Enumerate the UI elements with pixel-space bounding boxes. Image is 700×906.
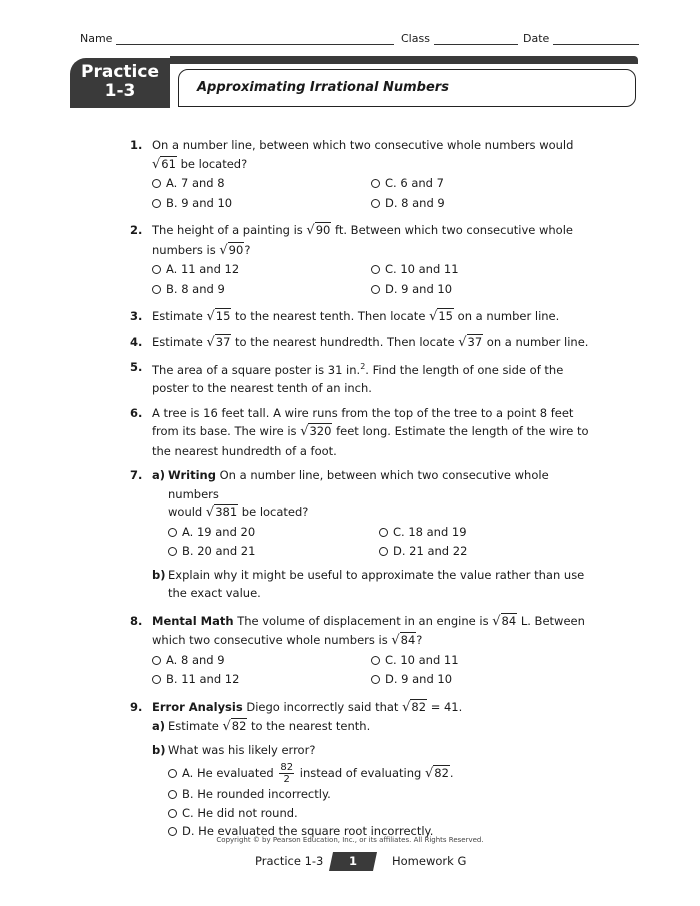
denominator: 2: [283, 774, 290, 786]
part-label: b): [152, 567, 166, 582]
question-text: On a number line, between which two consecutive whole numbers: [168, 468, 549, 501]
topic-label: Error Analysis: [152, 699, 243, 714]
question-text: feet long. Estimate the length of the wire to the nearest hundredth of a foot.: [152, 424, 589, 458]
sqrt-expression: √37: [206, 334, 231, 350]
question-text: Estimate: [152, 334, 203, 349]
sqrt-expression: √61: [152, 156, 176, 172]
choice-text: A. 19 and 20: [182, 524, 256, 539]
radicand: 15: [438, 309, 453, 323]
choice-text: C. 18 and 19: [393, 524, 467, 539]
choice-b[interactable]: [168, 542, 379, 561]
choice-text: A. 8 and 9: [166, 652, 225, 667]
radicand: 37: [215, 334, 231, 349]
class-field: [401, 32, 518, 45]
choice-text: C. 6 and 7: [385, 176, 444, 190]
practice-tab: [70, 58, 170, 108]
radio-icon[interactable]: [371, 265, 380, 274]
radicand: 82: [434, 766, 449, 781]
choice-b[interactable]: [168, 785, 590, 804]
radio-icon[interactable]: [168, 790, 177, 799]
sqrt-expression: √15: [429, 309, 453, 324]
sqrt-expression: √381: [205, 505, 238, 521]
question-9: [130, 698, 590, 841]
radicand: 37: [467, 334, 483, 349]
radio-icon[interactable]: [152, 675, 161, 684]
radicand: 84: [501, 613, 517, 628]
question-number: 2.: [130, 223, 143, 237]
radio-icon[interactable]: [168, 547, 177, 556]
choice-text: C. 10 and 11: [385, 652, 459, 667]
choice-text: .: [449, 766, 454, 781]
numerator: 82: [280, 762, 294, 774]
question-1: [130, 136, 590, 212]
radicand: 320: [309, 424, 332, 439]
choice-text: B. 11 and 12: [166, 672, 240, 687]
choice-a[interactable]: [152, 651, 371, 670]
choice-c[interactable]: [168, 804, 590, 823]
radio-icon[interactable]: [152, 656, 161, 665]
question-6: [130, 404, 590, 461]
radio-icon[interactable]: [379, 528, 388, 537]
question-4: [130, 333, 590, 353]
choice-text: D. 21 and 22: [393, 544, 468, 559]
choice-text: A. 11 and 12: [166, 262, 240, 276]
radio-icon[interactable]: [152, 179, 161, 188]
sqrt-expression: √90: [306, 223, 331, 238]
question-text: ft. Between which two consecutive whole: [335, 223, 573, 237]
question-text: to the nearest tenth. Then locate: [235, 309, 426, 323]
choices: [152, 651, 590, 689]
question-text: The height of a painting is: [152, 223, 303, 237]
question-2: [130, 221, 590, 298]
choice-text: C. He did not round.: [182, 805, 298, 820]
choice-text: B. 9 and 10: [166, 195, 233, 210]
choice-c[interactable]: [371, 260, 590, 279]
date-line[interactable]: [553, 32, 639, 45]
radio-icon[interactable]: [168, 528, 177, 537]
sqrt-expression: √320: [300, 424, 332, 440]
practice-label: Practice: [81, 62, 159, 82]
choice-text: B. 20 and 21: [182, 544, 256, 559]
question-text: = 41.: [430, 699, 463, 714]
radio-icon[interactable]: [371, 179, 380, 188]
question-text: ?: [416, 633, 423, 648]
choices: [168, 523, 590, 561]
part-b: [152, 566, 590, 603]
question-text: Explain why it might be useful to approximate the value rather than use the exact value.: [168, 567, 585, 601]
fraction: [279, 762, 294, 785]
choice-c[interactable]: [379, 523, 590, 542]
sqrt-expression: √82: [402, 699, 427, 715]
choices: [152, 174, 590, 212]
page-number-badge: [329, 852, 377, 871]
radicand: 90: [315, 223, 331, 237]
radio-icon[interactable]: [168, 769, 177, 778]
lesson-number: 1-3: [104, 81, 136, 101]
question-text: ?: [244, 242, 251, 257]
radio-icon[interactable]: [371, 656, 380, 665]
title-box: [178, 69, 636, 107]
choice-text: A. 7 and 8: [166, 176, 225, 190]
question-text: which two consecutive whole numbers is: [152, 633, 388, 648]
footer-homework-label: Homework G: [392, 854, 467, 868]
question-8: [130, 612, 590, 689]
question-7: [130, 466, 590, 603]
question-text: On a number line, between which two consecutive whole numbers would: [152, 138, 574, 152]
radicand: 82: [411, 699, 427, 714]
date-label: Date: [523, 32, 550, 45]
choice-a[interactable]: [152, 174, 371, 193]
question-number: 7.: [130, 468, 143, 483]
question-number: 5.: [130, 360, 143, 374]
radio-icon[interactable]: [371, 285, 380, 294]
sqrt-expression: √82: [424, 766, 449, 782]
choice-d[interactable]: [379, 542, 590, 561]
choice-text: D. 8 and 9: [385, 195, 445, 210]
question-text: . Find the length of one side of the poster to the nearest tenth of an inch.: [152, 362, 564, 396]
radio-icon[interactable]: [379, 547, 388, 556]
question-number: 3.: [130, 309, 143, 323]
footer-lesson-label: Practice 1-3: [255, 854, 324, 868]
question-text: to the nearest hundredth. Then locate: [235, 334, 455, 349]
topic-label: Writing: [168, 468, 216, 483]
question-text: What was his likely error?: [168, 742, 316, 757]
question-number: 4.: [130, 334, 143, 349]
part-label: a): [152, 468, 166, 483]
sqrt-expression: √82: [222, 719, 247, 735]
choice-c[interactable]: [371, 651, 590, 670]
page-number: 1: [348, 854, 357, 868]
radicand: 61: [161, 156, 176, 171]
question-text: Estimate: [168, 719, 219, 734]
choice-text: D. 9 and 10: [385, 281, 453, 296]
radicand: 381: [215, 505, 238, 520]
choice-text: D. 9 and 10: [385, 672, 453, 687]
superscript: 2: [360, 362, 366, 371]
sqrt-expression: √15: [206, 309, 231, 324]
choice-a[interactable]: [152, 260, 371, 279]
question-number: 1.: [130, 138, 143, 152]
question-text: be located?: [180, 156, 248, 171]
class-label: Class: [401, 32, 430, 45]
radio-icon[interactable]: [371, 675, 380, 684]
question-text: numbers is: [152, 242, 216, 257]
question-text: on a number line.: [457, 309, 560, 323]
radio-icon[interactable]: [168, 809, 177, 818]
date-field: [523, 32, 639, 45]
questions: [130, 136, 590, 847]
topic-label: Mental Math: [152, 613, 234, 628]
question-text: to the nearest tenth.: [251, 719, 371, 734]
choice-text: B. 8 and 9: [166, 281, 225, 296]
choice-b[interactable]: [152, 280, 371, 299]
radio-icon[interactable]: [168, 827, 177, 836]
title-bar: [170, 56, 638, 64]
radicand: 90: [228, 242, 244, 257]
choice-text: A. He evaluated: [182, 766, 274, 781]
copyright-text: Copyright © by Pearson Education, Inc., or its affiliates. All Rights Reserved.: [216, 836, 484, 844]
question-text: be located?: [241, 505, 309, 520]
question-text: The area of a square poster is 31 in.: [152, 362, 361, 377]
part-b: [152, 741, 590, 841]
radio-icon[interactable]: [152, 265, 161, 274]
choice-a[interactable]: [168, 523, 379, 542]
choice-text: D. He evaluated the square root incorrectly.: [182, 824, 434, 839]
radio-icon[interactable]: [152, 285, 161, 294]
name-label: Name: [80, 32, 113, 45]
choice-b[interactable]: [152, 670, 371, 689]
part-label: a): [152, 719, 166, 734]
question-number: 8.: [130, 613, 143, 628]
sqrt-expression: √37: [458, 334, 483, 350]
class-line[interactable]: [434, 32, 518, 45]
choice-d[interactable]: [371, 194, 590, 213]
question-3: [130, 307, 590, 327]
question-text: on a number line.: [486, 334, 589, 349]
question-text: L. Between: [520, 613, 585, 628]
choice-text: B. He rounded incorrectly.: [182, 787, 331, 802]
choice-b[interactable]: [152, 194, 371, 213]
part-a: [152, 466, 590, 561]
page-title: Approximating Irrational Numbers: [197, 80, 449, 95]
question-text: would: [168, 505, 203, 520]
radicand: 84: [400, 633, 416, 648]
choice-c[interactable]: [371, 174, 590, 193]
question-text: The volume of displacement in an engine is: [237, 613, 489, 628]
choice-d[interactable]: [371, 280, 590, 299]
name-field: [80, 32, 394, 45]
radicand: 15: [215, 309, 231, 323]
question-5: [130, 358, 590, 398]
choices: [152, 260, 590, 298]
question-text: A tree is 16 feet tall. A wire runs from the top of the tree to a point 8 feet from its base. The wire is: [152, 405, 574, 439]
question-text: Diego incorrectly said that: [246, 699, 399, 714]
radicand: 82: [231, 719, 247, 734]
choice-text: instead of evaluating: [299, 766, 422, 781]
name-line[interactable]: [116, 32, 394, 45]
question-text: Estimate: [152, 309, 203, 323]
choice-text: C. 10 and 11: [385, 262, 459, 276]
choice-d[interactable]: [371, 670, 590, 689]
part-label: b): [152, 742, 166, 757]
sqrt-expression: √84: [492, 613, 517, 629]
sqrt-expression: √84: [391, 633, 416, 649]
question-number: 6.: [130, 405, 143, 420]
radio-icon[interactable]: [152, 199, 161, 208]
question-number: 9.: [130, 699, 143, 714]
part-a: [152, 717, 590, 737]
choice-a[interactable]: [168, 762, 590, 785]
sqrt-expression: √90: [219, 242, 244, 258]
radio-icon[interactable]: [371, 199, 380, 208]
